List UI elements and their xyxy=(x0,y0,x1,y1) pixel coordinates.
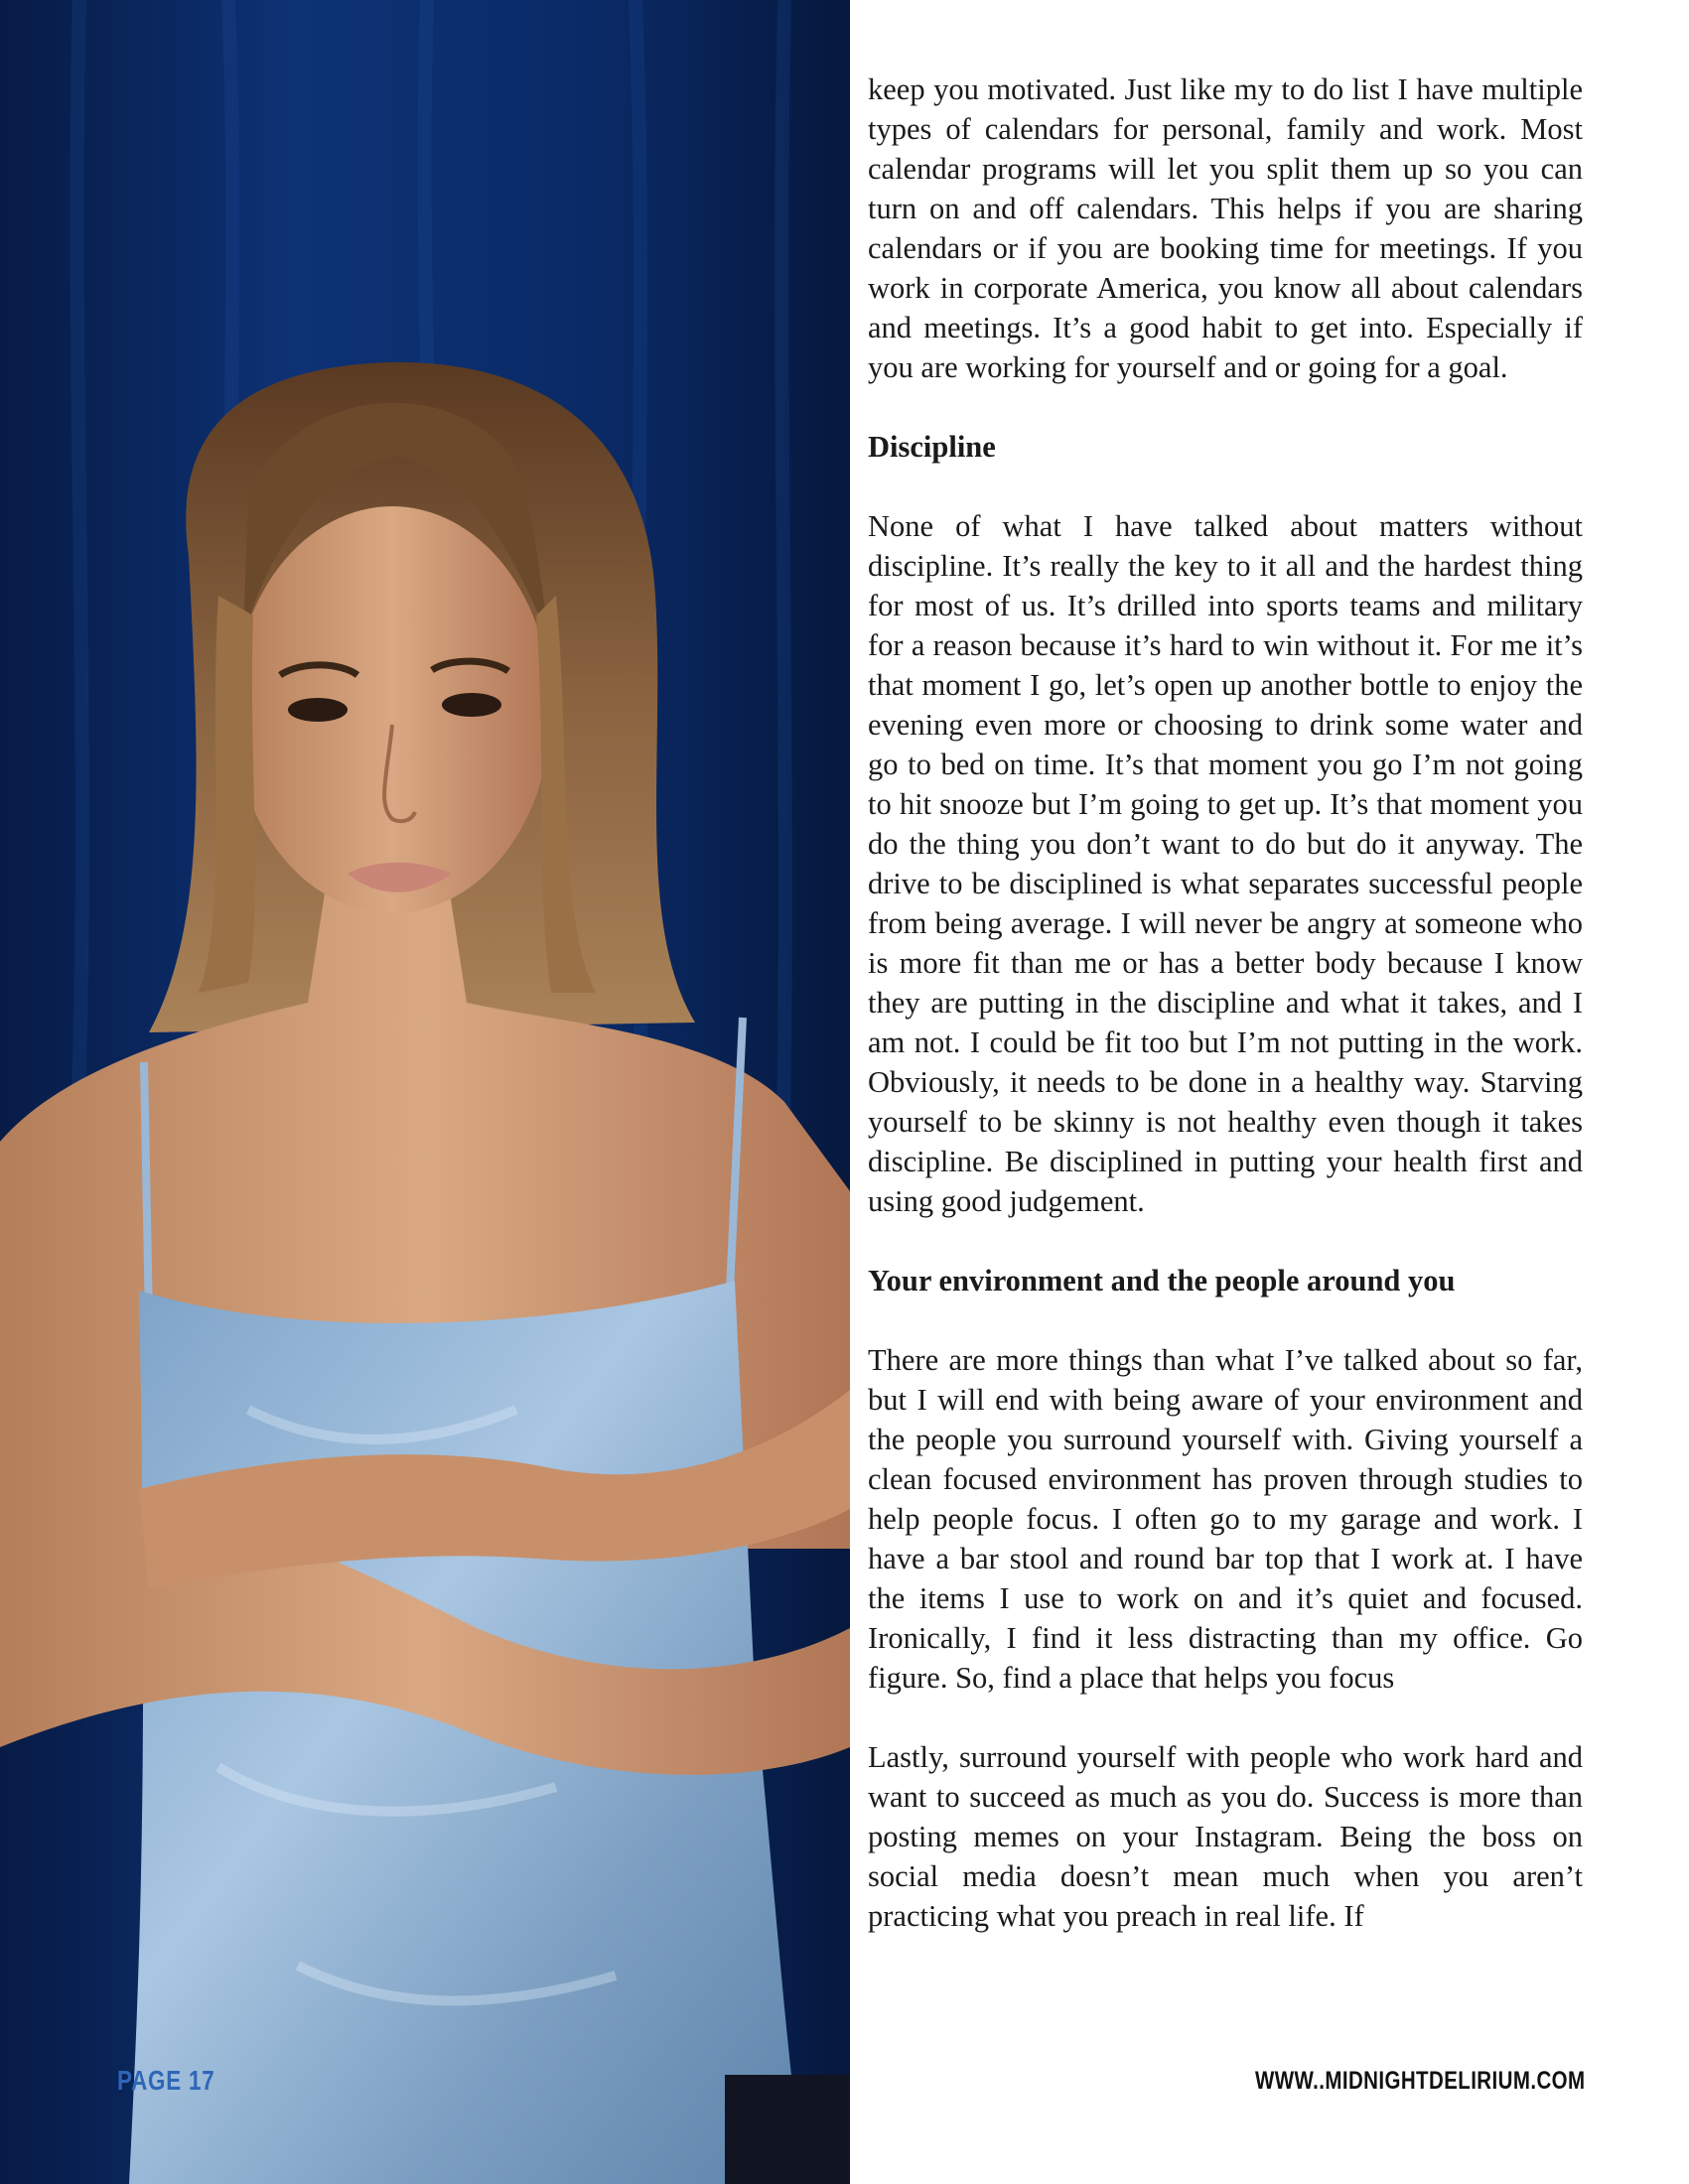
heading-environment: Your environment and the people around you xyxy=(868,1264,1456,1297)
paragraph-discipline: None of what I have talked about matters without discipline. It’s really the key to it all and the hardest thing for most of us. It’s drilled into sports teams and military for a reason because it’s hard to win without it. For me it’s that moment I go, let’s open up another bottle to enjoy the evening even more or choosing to drink some water and go to bed on time. It’s that moment you go I’m not going to hit snooze but I’m going to get up. It’s that moment you do the thing you don’t want to do but do it anyway. The drive to be disciplined is what separates successful people from being average. I will never be angry at someone who is more fit than me or has a better body because I know they are putting in the discipline and what it takes, and I am not. I could be fit too but I’m not putting in the work. Obviously, it needs to be done in a healthy way. Starving yourself to be skinny is not healthy even though it takes discipline. Be disciplined in putting your health first and using good judgement. xyxy=(868,509,1583,1218)
paragraph-lastly: Lastly, surround yourself with people who work hard and want to succeed as much as you do. Success is more than posting memes on your Instagram. Being the boss on social media doesn’t mean much when you aren’t practicing what you preach in real life. If xyxy=(868,1740,1583,1933)
paragraph-intro: keep you motivated. Just like my to do list I have multiple types of calendars for personal, family and work. Most calendar programs will let you split them up so you can turn on and off calendars. This helps if you are sharing calendars or if you are booking time for meetings. If you work in corporate America, you know all about calendars and meetings. It’s a good habit to get into. Especially if you are working for yourself and or going for a goal. xyxy=(868,72,1583,384)
page-number: PAGE 17 xyxy=(117,2065,215,2096)
paragraph-environment: There are more things than what I’ve talked about so far, but I will end with being aware of your environment and the people you surround yourself with. Giving yourself a clean focused environment has proven through studies to help people focus. I often go to my garage and work. I have a bar stool and round bar top that I work at. I have the items I use to work on and it’s quiet and focused. Ironically, I find it less distracting than my office. Go figure. So, find a place that helps you focus xyxy=(868,1343,1583,1695)
heading-discipline: Discipline xyxy=(868,430,996,464)
website-url[interactable]: WWW..MIDNIGHTDELIRIUM.COM xyxy=(1254,2067,1585,2095)
article-body xyxy=(868,69,1583,1976)
